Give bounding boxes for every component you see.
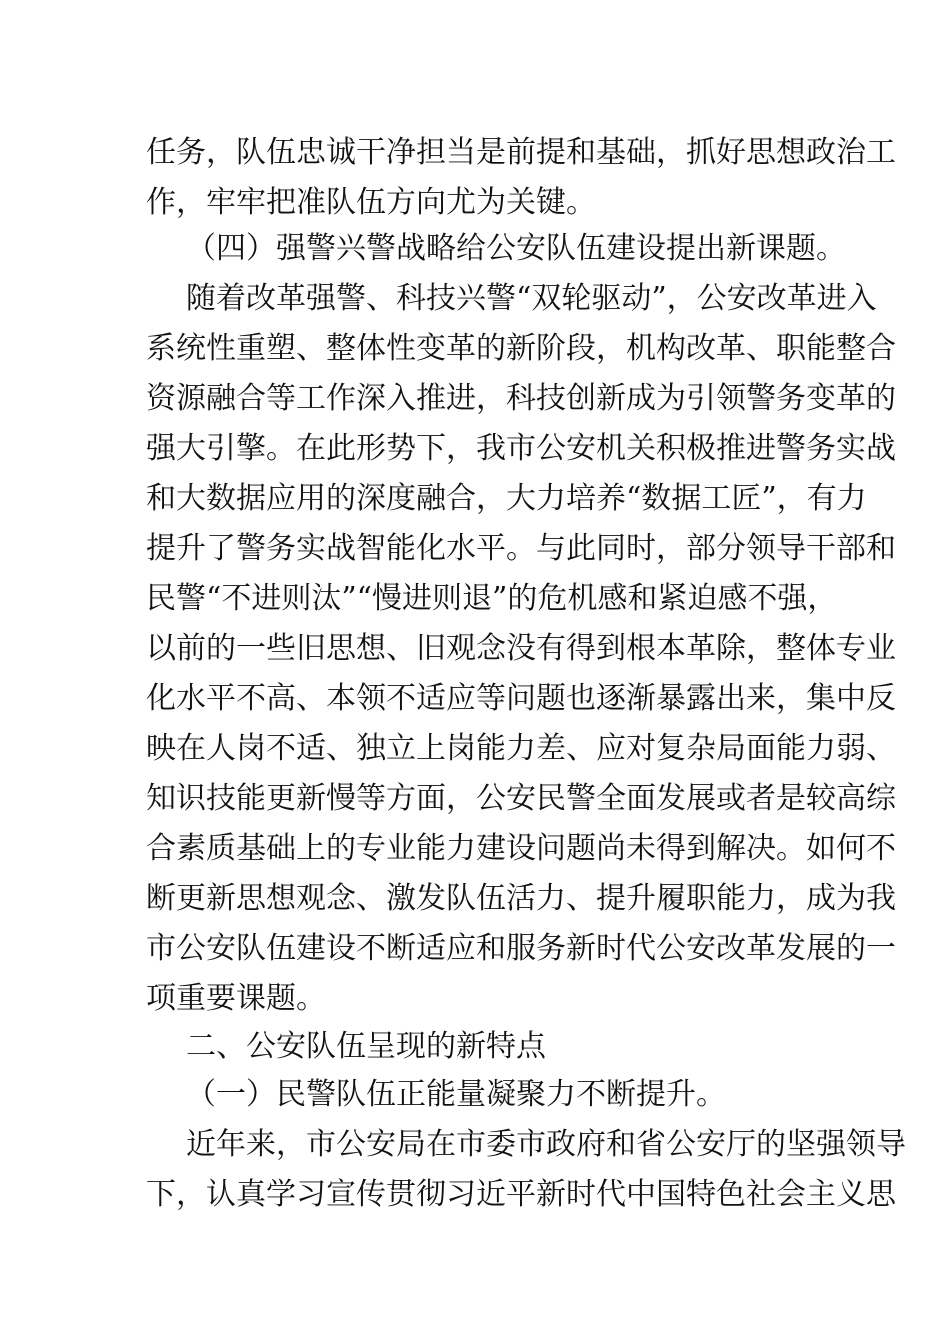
text-line: 项重要课题。 [146, 981, 326, 1016]
text-line: 以前的一些旧思想、旧观念没有得到根本革除，整体专业 [146, 631, 896, 666]
text-line: 民警“不进则汰”“慢进则退”的危机感和紧迫感不强， [146, 581, 838, 616]
text-line: 随着改革强警、科技兴警“双轮驱动”，公安改革进入 [186, 281, 877, 316]
text-line: 合素质基础上的专业能力建设问题尚未得到解决。如何不 [146, 831, 896, 866]
text-line: 知识技能更新慢等方面，公安民警全面发展或者是较高综 [146, 781, 896, 816]
text-line: 市公安队伍建设不断适应和服务新时代公安改革发展的一 [146, 931, 896, 966]
text-line: 提升了警务实战智能化水平。与此同时，部分领导干部和 [146, 531, 896, 566]
text-line: 作，牢牢把准队伍方向尤为关键。 [146, 185, 596, 220]
text-line: 断更新思想观念、激发队伍活力、提升履职能力，成为我 [146, 881, 896, 916]
section-heading: （一）民警队伍正能量凝聚力不断提升。 [186, 1077, 726, 1112]
text-line: 近年来，市公安局在市委市政府和省公安厅的坚强领导 [186, 1127, 906, 1162]
text-line: 任务，队伍忠诚干净担当是前提和基础，抓好思想政治工 [146, 135, 896, 170]
section-heading: （四）强警兴警战略给公安队伍建设提出新课题。 [186, 231, 846, 266]
text-line: 资源融合等工作深入推进，科技创新成为引领警务变革的 [146, 381, 896, 416]
text-line: 强大引擎。在此形势下，我市公安机关积极推进警务实战 [146, 431, 896, 466]
text-line: 下，认真学习宣传贯彻习近平新时代中国特色社会主义思 [146, 1177, 896, 1212]
section-heading: 二、公安队伍呈现的新特点 [186, 1029, 546, 1064]
text-line: 和大数据应用的深度融合，大力培养“数据工匠”，有力 [146, 481, 867, 516]
text-line: 化水平不高、本领不适应等问题也逐渐暴露出来，集中反 [146, 681, 896, 716]
text-line: 系统性重塑、整体性变革的新阶段，机构改革、职能整合 [146, 331, 896, 366]
text-line: 映在人岗不适、独立上岗能力差、应对复杂局面能力弱、 [146, 731, 896, 766]
